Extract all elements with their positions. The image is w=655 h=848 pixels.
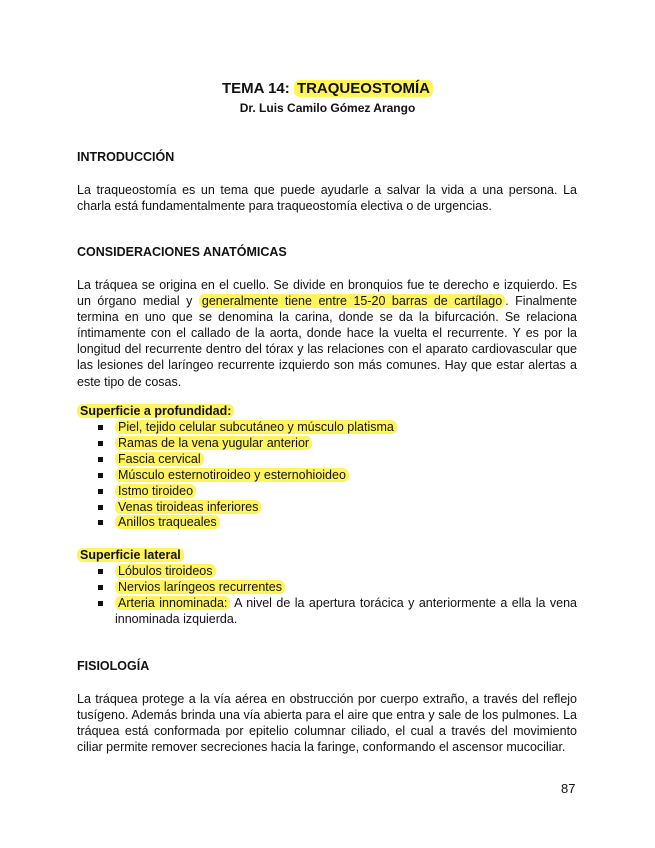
list-item bbox=[77, 420, 577, 436]
list-item bbox=[77, 452, 577, 468]
bullet-icon bbox=[98, 585, 103, 590]
list-item bbox=[77, 468, 577, 484]
author-line: Dr. Luis Camilo Gómez Arango bbox=[239, 101, 416, 115]
paragraph-fisiologia: La tráquea protege a la vía aérea en obstrucción por cuerpo extraño, a través del reflejo tusígeno. Además brinda una vía abierta para el aire que entra y sale de los pulmones. La tráquea está conformada por epitelio columnar ciliado, el cual a través del movimiento ciliar permite remover secreciones hacia la faringe, conformando el ascensor mucociliar. bbox=[77, 692, 577, 755]
depth-list bbox=[77, 420, 577, 531]
list-item-text: Anillos traqueales bbox=[115, 515, 220, 529]
list-item bbox=[77, 580, 577, 596]
list-item-highlight: Arteria innominada: bbox=[115, 596, 230, 610]
bullet-icon bbox=[98, 457, 103, 462]
bullet-icon bbox=[98, 441, 103, 446]
list-item-text: Nervios laríngeos recurrentes bbox=[115, 580, 285, 594]
list-item bbox=[77, 596, 577, 628]
bullet-icon bbox=[98, 425, 103, 430]
list-item bbox=[77, 515, 577, 531]
anatomy-text-highlight: generalmente tiene entre 15-20 barras de cartílago bbox=[199, 294, 505, 308]
list-item-text: Ramas de la vena yugular anterior bbox=[115, 436, 312, 450]
bullet-icon bbox=[98, 473, 103, 478]
bullet-icon bbox=[98, 601, 103, 606]
bullet-icon bbox=[98, 489, 103, 494]
lateral-list bbox=[77, 564, 577, 628]
anatomy-text-after: . Finalmente termina en uno que se denomina la carina, donde se da la bifurcación. Se relaciona íntimamente con el callado de la aorta, donde hace la vuelta el recurrente. Y es por la longitud del recurrente dentro del tórax y las relaciones con el aparato cardiovascular que las lesiones del laríngeo recurrente izquierdo son más comunes. Hay que estar alertas a este tipo de cosas. bbox=[77, 294, 578, 389]
anatomy-text-before: La tráquea se origina en el cuello. Se divide en bronquios fue te derecho e izquierdo. Es un órgano medial y bbox=[77, 278, 577, 309]
list-item-text: Fascia cervical bbox=[115, 452, 204, 466]
list-item bbox=[77, 500, 577, 516]
list-item-text: Istmo tiroideo bbox=[115, 484, 196, 498]
paragraph-consideraciones bbox=[77, 277, 577, 390]
heading-consideraciones: CONSIDERACIONES ANATÓMICAS bbox=[77, 245, 287, 259]
list-item bbox=[77, 484, 577, 500]
title-highlight: TRAQUEOSTOMÍA bbox=[294, 80, 433, 97]
list-item-text: Lóbulos tiroideos bbox=[115, 564, 216, 578]
page-number: 87 bbox=[561, 781, 576, 796]
lateral-title: Superficie lateral bbox=[77, 548, 184, 562]
list-item-rest: A nivel de la apertura torácica y anteriormente a ella la vena innominada izquierda. bbox=[115, 595, 577, 626]
paragraph-introduccion: La traqueostomía es un tema que puede ayudarle a salvar la vida a una persona. La charla está fundamentalmente para traqueostomía electiva o de urgencias. bbox=[77, 183, 577, 214]
heading-introduccion: INTRODUCCIÓN bbox=[77, 150, 175, 164]
list-item-text: Piel, tejido celular subcutáneo y músculo platisma bbox=[115, 420, 397, 434]
depth-title: Superficie a profundidad: bbox=[77, 404, 234, 418]
list-item-text: Venas tiroideas inferiores bbox=[115, 500, 261, 514]
subheading-depth bbox=[77, 404, 234, 418]
list-item bbox=[77, 436, 577, 452]
bullet-icon bbox=[98, 520, 103, 525]
bullet-icon bbox=[98, 569, 103, 574]
title-prefix: TEMA 14: bbox=[221, 80, 294, 97]
bullet-icon bbox=[98, 505, 103, 510]
list-item-text: Músculo esternotiroideo y esternohioideo bbox=[115, 468, 349, 482]
list-item bbox=[77, 564, 577, 580]
subheading-lateral bbox=[77, 548, 184, 562]
heading-fisiologia: FISIOLOGÍA bbox=[77, 659, 150, 673]
page-title bbox=[0, 80, 655, 97]
